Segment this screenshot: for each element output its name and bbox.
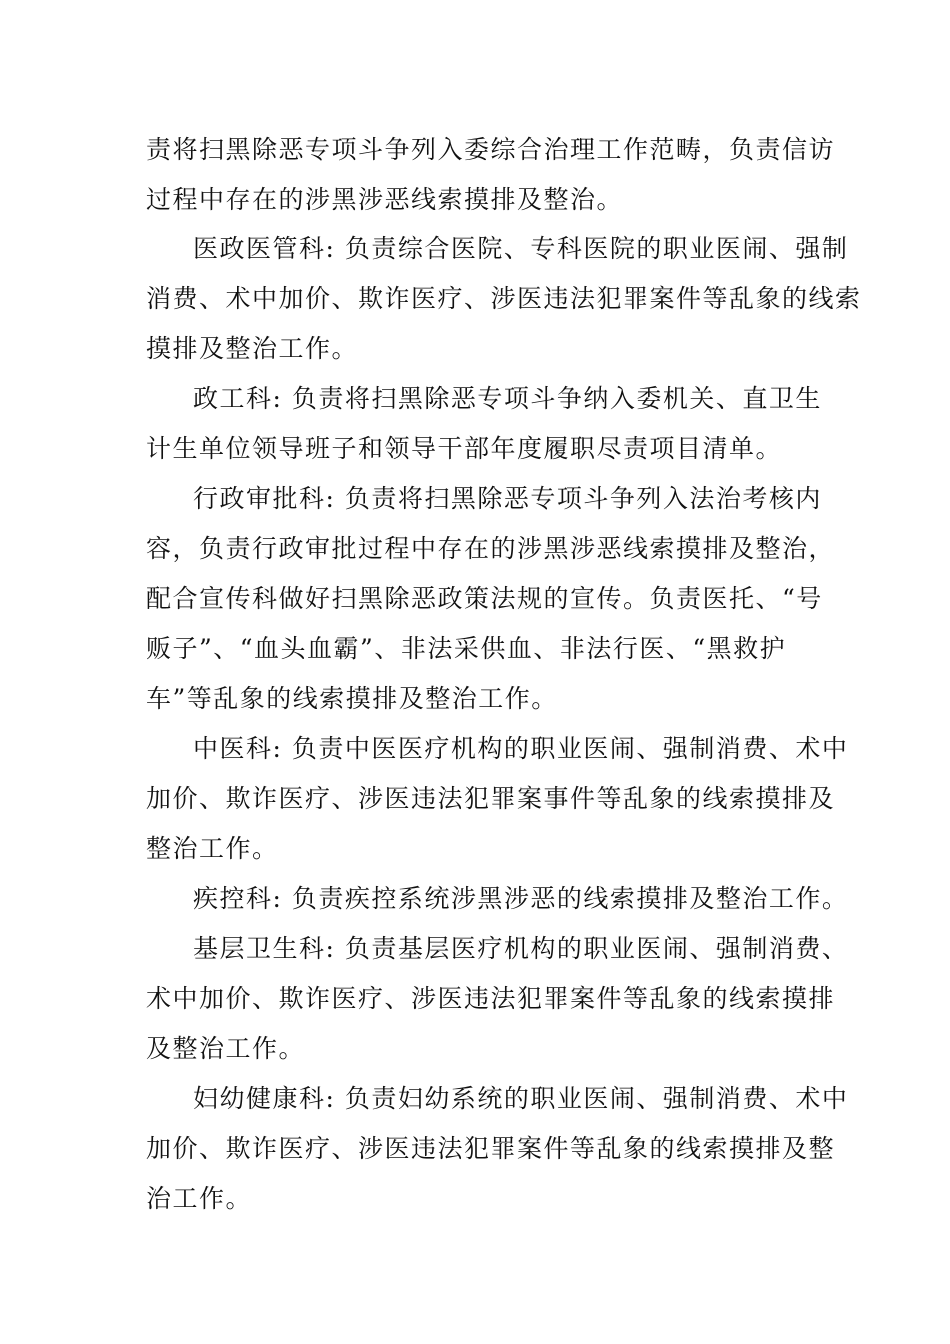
- paragraph-xingzheng-line-1: 行政审批科: 负责将扫黑除恶专项斗争列入法治考核内: [193, 484, 822, 513]
- paragraph-fuyou-line-1: 妇幼健康科: 负责妇幼系统的职业医闹、强制消费、术中: [193, 1084, 849, 1113]
- paragraph-jiceng-line-1: 基层卫生科: 负责基层医疗机构的职业医闹、强制消费、: [193, 934, 849, 963]
- paragraph-jiceng-line-3: 及整治工作。: [146, 1034, 306, 1063]
- paragraph-fuyou-line-2: 加价、欺诈医疗、涉医违法犯罪案件等乱象的线索摸排及整: [146, 1134, 836, 1163]
- paragraph-jikong-line-1: 疾控科: 负责疾控系统涉黑涉恶的线索摸排及整治工作。: [193, 884, 849, 913]
- paragraph-yizheng-line-1: 医政医管科: 负责综合医院、专科医院的职业医闹、强制: [193, 234, 849, 263]
- paragraph-xingzheng-line-2: 容，负责行政审批过程中存在的涉黑涉恶线索摸排及整治，: [146, 534, 836, 563]
- paragraph-zhenggong-line-2: 计生单位领导班子和领导干部年度履职尽责项目清单。: [146, 434, 783, 463]
- paragraph-continuation-line-2: 过程中存在的涉黑涉恶线索摸排及整治。: [146, 185, 624, 214]
- paragraph-xingzheng-line-4: 贩子”、“血头血霸”、非法采供血、非法行医、“黑救护: [146, 634, 787, 663]
- paragraph-zhongyi-line-2: 加价、欺诈医疗、涉医违法犯罪案事件等乱象的线索摸排及: [146, 784, 836, 813]
- paragraph-zhongyi-line-3: 整治工作。: [146, 834, 279, 863]
- paragraph-xingzheng-line-5: 车”等乱象的线索摸排及整治工作。: [146, 684, 558, 713]
- paragraph-zhenggong-line-1: 政工科: 负责将扫黑除恶专项斗争纳入委机关、直卫生: [193, 384, 822, 413]
- paragraph-fuyou-line-3: 治工作。: [146, 1184, 253, 1213]
- paragraph-xingzheng-line-3: 配合宣传科做好扫黑除恶政策法规的宣传。负责医托、“号: [146, 584, 823, 613]
- paragraph-zhongyi-line-1: 中医科: 负责中医医疗机构的职业医闹、强制消费、术中: [193, 734, 849, 763]
- paragraph-jiceng-line-2: 术中加价、欺诈医疗、涉医违法犯罪案件等乱象的线索摸排: [146, 984, 836, 1013]
- paragraph-continuation-line-1: 责将扫黑除恶专项斗争列入委综合治理工作范畴，负责信访: [146, 135, 836, 164]
- paragraph-yizheng-line-2: 消费、术中加价、欺诈医疗、涉医违法犯罪案件等乱象的线索: [146, 284, 862, 313]
- paragraph-yizheng-line-3: 摸排及整治工作。: [146, 334, 359, 363]
